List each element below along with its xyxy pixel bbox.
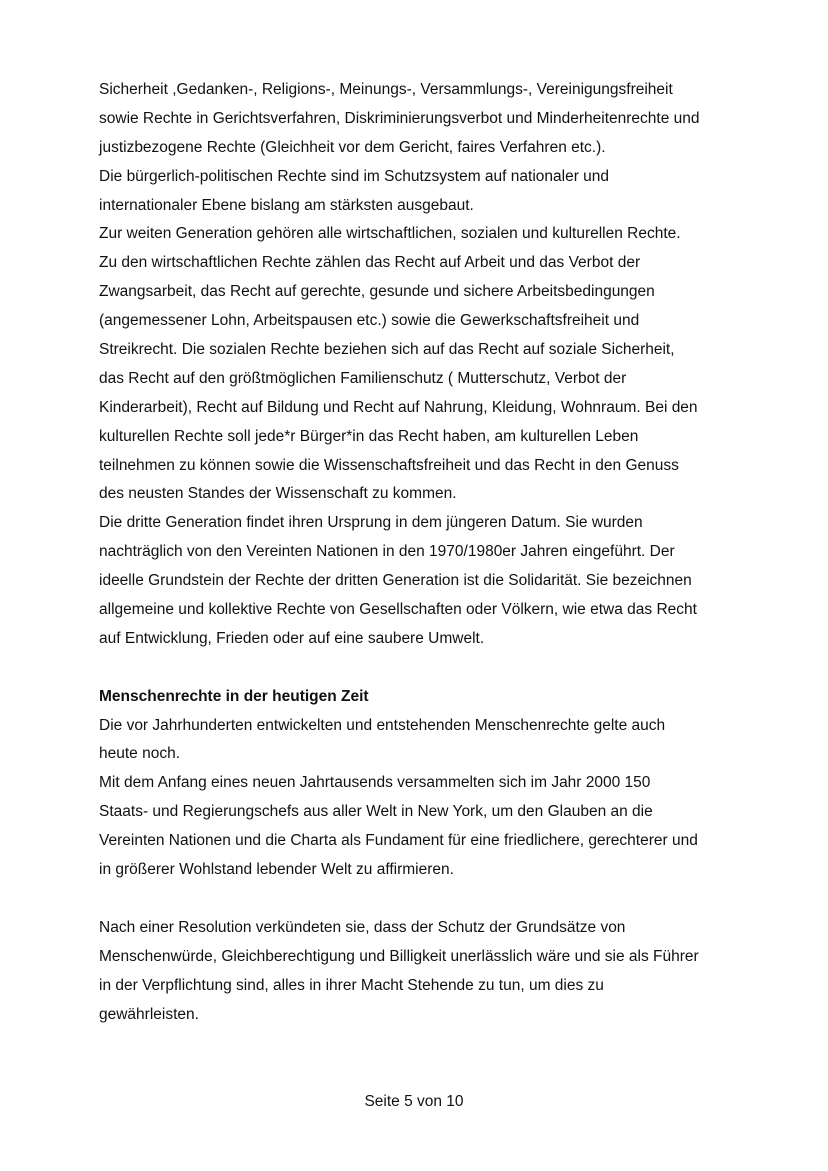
text-line: internationaler Ebene bislang am stärksten ausgebaut. — [99, 196, 474, 214]
paragraph-generations — [99, 76, 759, 654]
text-line: Staats- und Regierungschefs aus aller Welt in New York, um den Glauben an die — [99, 803, 653, 821]
text-line: justizbezogene Rechte (Gleichheit vor dem Gericht, faires Verfahren etc.). — [99, 138, 606, 156]
text-line: Mit dem Anfang eines neuen Jahrtausends versammelten sich im Jahr 2000 150 — [99, 774, 651, 792]
text-line: teilnehmen zu können sowie die Wissenschaftsfreiheit und das Recht in den Genuss — [99, 456, 679, 474]
text-line: heute noch. — [99, 745, 181, 763]
text-line: Kinderarbeit), Recht auf Bildung und Recht auf Nahrung, Kleidung, Wohnraum. Bei den — [99, 398, 698, 416]
text-line: in der Verpflichtung sind, alles in ihrer Macht Stehende zu tun, um dies zu — [99, 976, 604, 994]
text-line: Vereinten Nationen und die Charta als Fundament für eine friedlichere, gerechterer und — [99, 832, 698, 850]
text-line: Sicherheit ,Gedanken-, Religions-, Meinungs-, Versammlungs-, Vereinigungsfreiheit — [99, 81, 673, 98]
text-line: Streikrecht. Die sozialen Rechte beziehen sich auf das Recht auf soziale Sicherheit, — [99, 341, 675, 359]
document-body — [99, 76, 759, 1029]
text-line: Die vor Jahrhunderten entwickelten und entstehenden Menschenrechte gelte auch — [99, 716, 666, 734]
paragraph-spacer — [99, 885, 759, 914]
text-line: des neusten Standes der Wissenschaft zu kommen. — [99, 485, 457, 503]
paragraph-modern-times — [99, 712, 759, 885]
text-line: (angemessener Lohn, Arbeitspausen etc.) sowie die Gewerkschaftsfreiheit und — [99, 312, 640, 330]
text-line: allgemeine und kollektive Rechte von Gesellschaften oder Völkern, wie etwa das Recht — [99, 601, 697, 619]
text-line: Die bürgerlich-politischen Rechte sind im Schutzsystem auf nationaler und — [99, 167, 610, 185]
text-line: Zwangsarbeit, das Recht auf gerechte, gesunde und sichere Arbeitsbedingungen — [99, 283, 655, 301]
section-heading: Menschenrechte in der heutigen Zeit — [99, 687, 369, 705]
text-line: sowie Rechte in Gerichtsverfahren, Diskriminierungsverbot und Minderheitenrechte und — [99, 109, 700, 127]
text-line: Zur weiten Generation gehören alle wirtschaftlichen, sozialen und kulturellen Rechte. — [99, 225, 681, 243]
text-line: gewährleisten. — [99, 1005, 199, 1023]
page-number: Seite 5 von 10 — [364, 1093, 464, 1110]
text-line: nachträglich von den Vereinten Nationen in den 1970/1980er Jahren eingeführt. Der — [99, 543, 675, 561]
text-line: Die dritte Generation findet ihren Ursprung in dem jüngeren Datum. Sie wurden — [99, 514, 643, 532]
text-line: in größerer Wohlstand lebender Welt zu affirmieren. — [99, 861, 454, 879]
text-line: Zu den wirtschaftlichen Rechte zählen das Recht auf Arbeit und das Verbot der — [99, 254, 641, 272]
text-line: das Recht auf den größtmöglichen Familienschutz ( Mutterschutz, Verbot der — [99, 369, 627, 387]
text-line: Nach einer Resolution verkündeten sie, dass der Schutz der Grundsätze von — [99, 918, 626, 936]
text-line: auf Entwicklung, Frieden oder auf eine saubere Umwelt. — [99, 629, 485, 647]
text-line: kulturellen Rechte soll jede*r Bürger*in das Recht haben, am kulturellen Leben — [99, 427, 639, 445]
text-line: Menschenwürde, Gleichberechtigung und Billigkeit unerlässlich wäre und sie als Führer — [99, 947, 699, 965]
paragraph-resolution — [99, 914, 759, 1030]
paragraph-spacer — [99, 654, 759, 683]
text-line: ideelle Grundstein der Rechte der dritten Generation ist die Solidarität. Sie bezeichnen — [99, 572, 692, 590]
